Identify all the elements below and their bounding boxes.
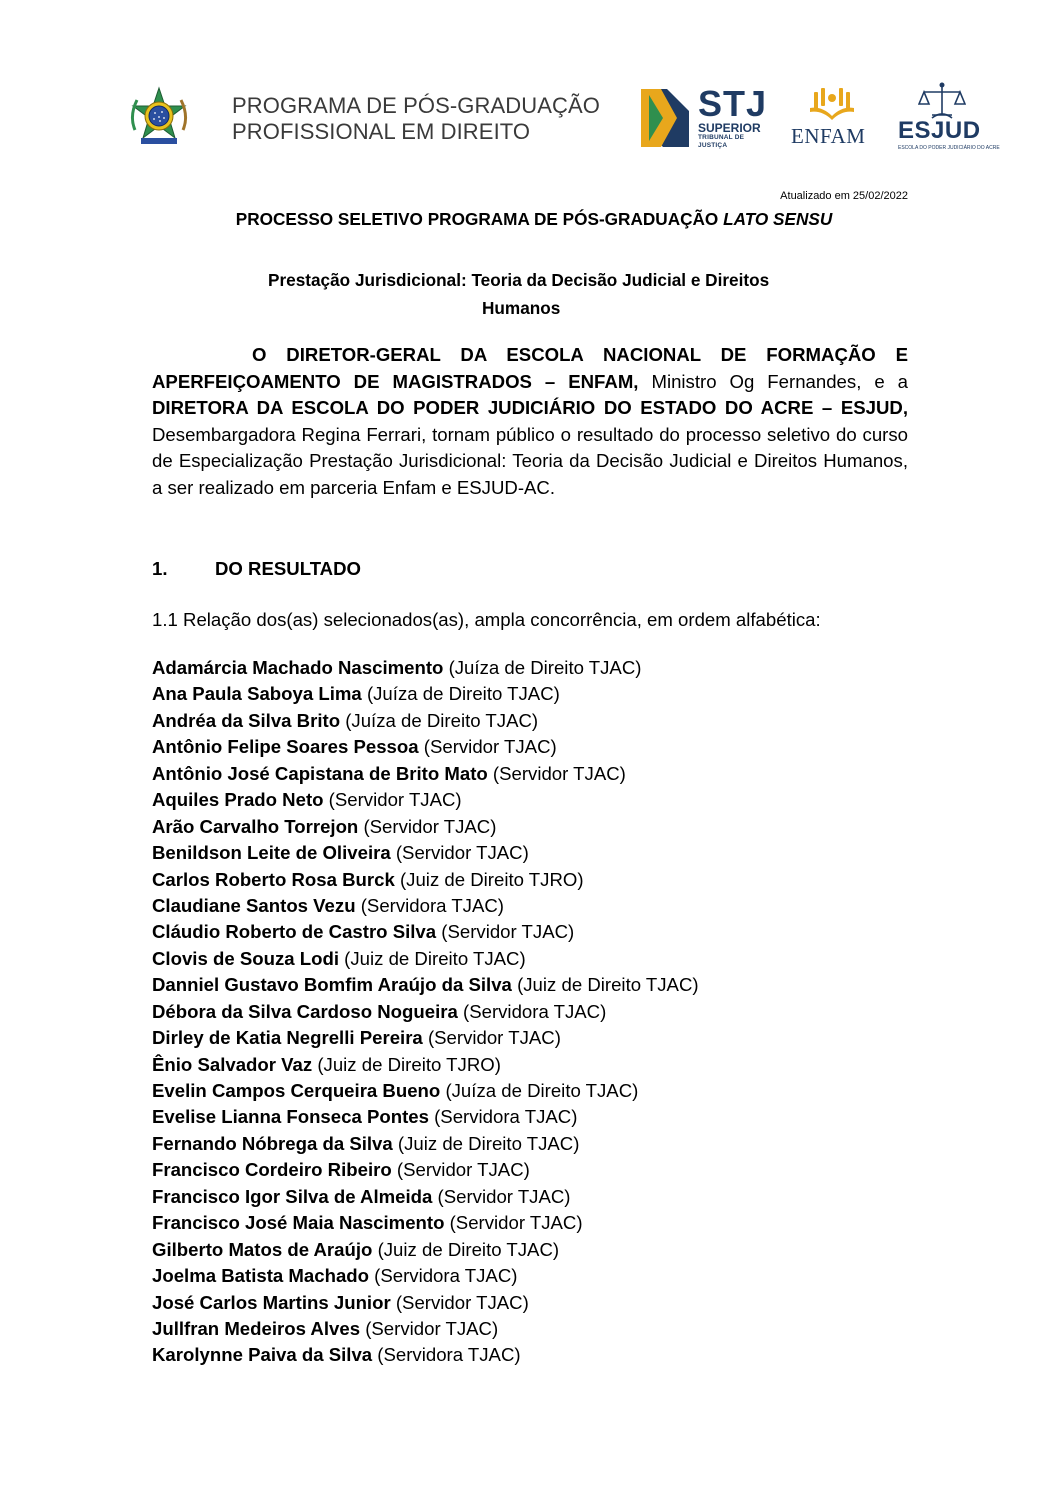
selected-role: (Juiz de Direito TJAC) bbox=[392, 1132, 580, 1154]
list-item bbox=[152, 708, 699, 734]
stj-logo-icon bbox=[641, 89, 689, 147]
page-title bbox=[160, 208, 908, 230]
selected-role: (Juiz de Direito TJAC) bbox=[511, 974, 699, 996]
list-intro: 1.1 Relação dos(as) selecionados(as), ampla concorrência, em ordem alfabética: bbox=[152, 609, 821, 630]
selected-role: (Servidor TJAC) bbox=[418, 736, 557, 758]
enfam-logo-text: ENFAM bbox=[791, 124, 866, 148]
selected-role: (Servidor TJAC) bbox=[360, 1317, 499, 1339]
selected-role: (Servidora TJAC) bbox=[369, 1265, 518, 1287]
course-title bbox=[268, 266, 888, 322]
selected-role: (Juíza de Direito TJAC) bbox=[361, 683, 560, 705]
esjud-logo-subtitle: ESCOLA DO PODER JUDICIÁRIO DO ACRE bbox=[898, 145, 1000, 151]
stj-logo-superior: SUPERIOR bbox=[698, 121, 761, 135]
selected-name: José Carlos Martins Junior bbox=[152, 1291, 391, 1313]
list-item bbox=[152, 814, 699, 840]
selected-name: Cláudio Roberto de Castro Silva bbox=[152, 921, 437, 943]
selected-name: Carlos Roberto Rosa Burck bbox=[152, 868, 395, 890]
section-number: 1. bbox=[152, 558, 168, 579]
selected-role: (Servidora TJAC) bbox=[428, 1106, 578, 1128]
selected-role: (Servidor TJAC) bbox=[432, 1185, 571, 1207]
brazil-coat-of-arms-icon bbox=[128, 86, 190, 148]
selected-name: Ênio Salvador Vaz bbox=[152, 1053, 313, 1075]
list-item bbox=[152, 867, 699, 893]
list-item bbox=[152, 1184, 699, 1210]
selected-role: (Servidor TJAC) bbox=[391, 1159, 530, 1181]
section-title: DO RESULTADO bbox=[215, 558, 361, 579]
stj-logo-tribunal: TRIBUNAL DE JUSTIÇA bbox=[698, 134, 745, 149]
list-item bbox=[152, 655, 699, 681]
selected-role: (Juíza de Direito TJAC) bbox=[440, 1080, 639, 1101]
selected-name: Arão Carvalho Torrejon bbox=[152, 815, 359, 837]
intro-bold-enfam: O DIRETOR-GERAL DA ESCOLA NACIONAL DE FORMAÇÃO E APERFEIÇOAMENTO DE MAGISTRADOS – ENFAM, bbox=[152, 344, 908, 392]
selected-role: (Servidor TJAC) bbox=[444, 1212, 583, 1234]
intro-text-a: Ministro Og Fernandes, e a bbox=[638, 370, 908, 392]
selected-role: (Servidor TJAC) bbox=[358, 815, 497, 837]
page-title-italic: LATO SENSU bbox=[723, 209, 833, 229]
selected-name: Dirley de Katia Negrelli Pereira bbox=[152, 1027, 423, 1049]
section-heading bbox=[152, 556, 361, 582]
selected-role: (Servidor TJAC) bbox=[390, 1291, 529, 1313]
selected-name: Fernando Nóbrega da Silva bbox=[152, 1132, 393, 1154]
list-item bbox=[152, 1104, 699, 1130]
list-item bbox=[152, 1342, 699, 1368]
selected-name: Joelma Batista Machado bbox=[152, 1265, 369, 1287]
selected-name: Adamárcia Machado Nascimento bbox=[152, 657, 444, 678]
selected-role: (Servidora TJAC) bbox=[457, 1000, 607, 1022]
intro-bold-esjud: DIRETORA DA ESCOLA DO PODER JUDICIÁRIO DO ESTADO DO ACRE – ESJUD, bbox=[152, 397, 908, 419]
list-item bbox=[152, 999, 699, 1025]
selected-role: (Servidor TJAC) bbox=[323, 789, 462, 811]
intro-paragraph bbox=[152, 342, 908, 502]
list-item bbox=[152, 840, 699, 866]
selected-name: Evelise Lianna Fonseca Pontes bbox=[152, 1106, 429, 1128]
selected-name: Karolynne Paiva da Silva bbox=[152, 1344, 373, 1366]
selected-name: Danniel Gustavo Bomfim Araújo da Silva bbox=[152, 974, 512, 996]
selected-role: (Juiz de Direito TJAC) bbox=[372, 1238, 560, 1260]
selected-name: Evelin Campos Cerqueira Bueno bbox=[152, 1080, 441, 1101]
list-item bbox=[152, 787, 699, 813]
selected-role: (Servidora TJAC) bbox=[372, 1344, 521, 1366]
updated-date: Atualizado em 25/02/2022 bbox=[780, 190, 908, 202]
list-item bbox=[152, 946, 699, 972]
course-title-line1: Prestação Jurisdicional: Teoria da Decisão Judicial e Direitos bbox=[268, 270, 770, 290]
selected-list bbox=[152, 655, 699, 1369]
intro-text-b: Desembargadora Regina Ferrari, tornam público o resultado do processo seletivo do curso de Especialização Prestação Jurisdicional: Teoria da Decisão Judicial e Direitos Humanos, a ser realizado em parceria Enfam e ESJUD-AC. bbox=[152, 423, 908, 498]
selected-name: Clovis de Souza Lodi bbox=[152, 947, 339, 969]
list-item bbox=[152, 1078, 699, 1104]
list-item bbox=[152, 893, 699, 919]
scales-of-justice-icon bbox=[918, 82, 966, 120]
selected-name: Francisco Cordeiro Ribeiro bbox=[152, 1159, 392, 1181]
selected-name: Benildson Leite de Oliveira bbox=[152, 842, 391, 864]
selected-name: Débora da Silva Cardoso Nogueira bbox=[152, 1000, 458, 1022]
selected-role: (Servidora TJAC) bbox=[355, 894, 505, 916]
selected-role: (Juíza de Direito TJAC) bbox=[340, 709, 539, 731]
list-item bbox=[152, 1263, 699, 1289]
selected-role: (Servidor TJAC) bbox=[390, 842, 529, 864]
selected-role: (Servidor TJAC) bbox=[436, 921, 575, 943]
selected-role: (Juíza de Direito TJAC) bbox=[443, 657, 642, 678]
esjud-logo-text: ESJUD bbox=[898, 117, 981, 144]
list-item bbox=[152, 1290, 699, 1316]
selected-name: Gilberto Matos de Araújo bbox=[152, 1238, 373, 1260]
selected-name: Antônio Felipe Soares Pessoa bbox=[152, 736, 419, 758]
list-item bbox=[152, 761, 699, 787]
list-item bbox=[152, 1025, 699, 1051]
page-title-main: PROCESSO SELETIVO PROGRAMA DE PÓS-GRADUAÇÃO bbox=[235, 209, 724, 229]
selected-name: Ana Paula Saboya Lima bbox=[152, 683, 362, 705]
selected-name: Antônio José Capistana de Brito Mato bbox=[152, 762, 488, 784]
list-item bbox=[152, 681, 699, 707]
list-item bbox=[152, 1237, 699, 1263]
selected-name: Aquiles Prado Neto bbox=[152, 789, 324, 811]
selected-name: Claudiane Santos Vezu bbox=[152, 894, 356, 916]
enfam-book-icon bbox=[808, 88, 856, 124]
selected-name: Francisco José Maia Nascimento bbox=[152, 1212, 445, 1234]
list-item bbox=[152, 1157, 699, 1183]
selected-name: Francisco Igor Silva de Almeida bbox=[152, 1185, 433, 1207]
list-item bbox=[152, 972, 699, 998]
selected-role: (Servidor TJAC) bbox=[422, 1027, 561, 1049]
selected-role: (Juiz de Direito TJRO) bbox=[312, 1053, 501, 1075]
list-item bbox=[152, 1316, 699, 1342]
selected-role: (Juiz de Direito TJAC) bbox=[339, 947, 526, 969]
stj-logo-text: STJ bbox=[698, 83, 768, 124]
list-item bbox=[152, 1131, 699, 1157]
stj-logo bbox=[698, 83, 770, 150]
selected-role: (Servidor TJAC) bbox=[487, 762, 626, 784]
program-title-line2: PROFISSIONAL EM DIREITO bbox=[232, 119, 531, 144]
program-title bbox=[232, 93, 600, 145]
list-item bbox=[152, 1210, 699, 1236]
selected-role: (Juiz de Direito TJRO) bbox=[394, 868, 584, 890]
course-title-line2: Humanos bbox=[482, 298, 561, 318]
list-item bbox=[152, 1052, 699, 1078]
list-item bbox=[152, 734, 699, 760]
selected-name: Jullfran Medeiros Alves bbox=[152, 1317, 361, 1339]
selected-name: Andréa da Silva Brito bbox=[152, 709, 341, 731]
program-title-line1: PROGRAMA DE PÓS-GRADUAÇÃO bbox=[232, 93, 601, 118]
list-item bbox=[152, 919, 699, 945]
